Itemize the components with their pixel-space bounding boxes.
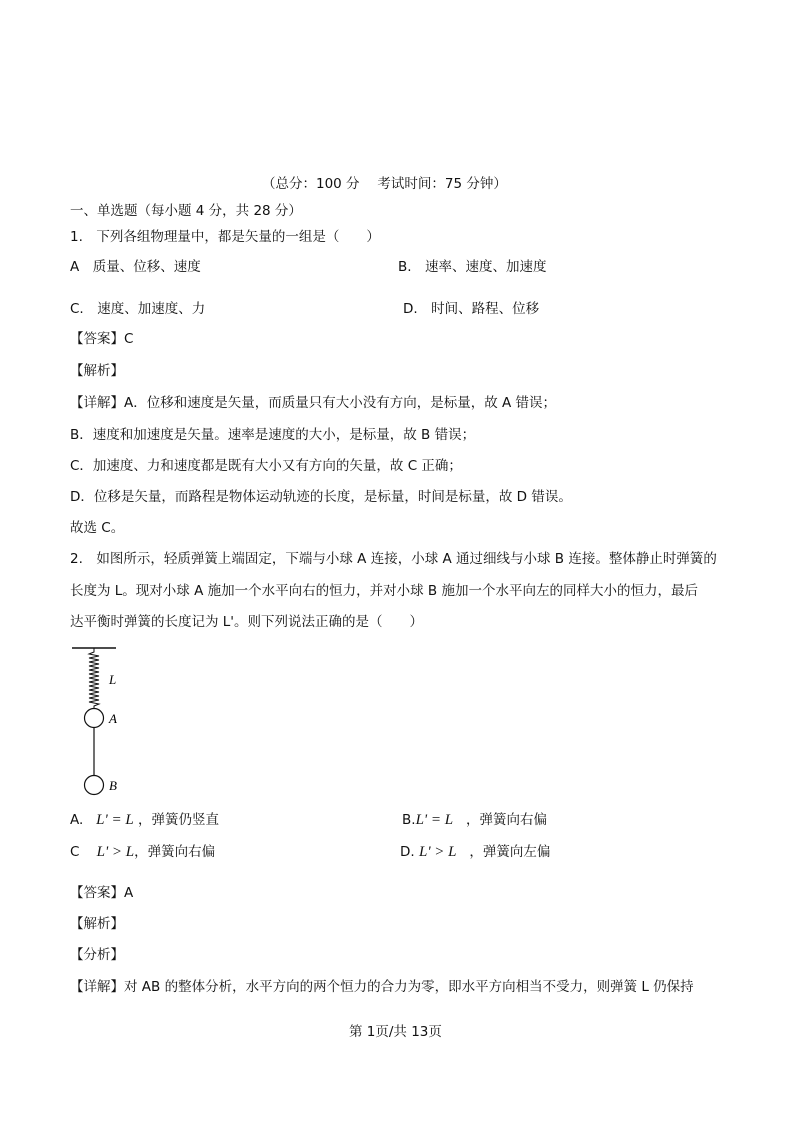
q2-answer [70,887,133,901]
q1-detail-line-2: B．速度和加速度是矢量。速率是速度的大小，是标量，故 B 错误； [70,427,476,443]
spring-diagram [70,643,130,798]
spring-ball-figure [70,643,130,798]
q2-stem-line-3: 达平衡时弹簧的长度记为 L'。则下列说法正确的是（ ） [70,614,424,630]
q1-option-c: C. 速度、加速度、力 [70,301,206,317]
page-number: 第 1页/共 13页 [349,1024,442,1040]
label-a: A [109,711,117,726]
q2-stem-line-2: 长度为 L。现对小球 A 施加一个水平向右的恒力，并对小球 B 施加一个水平向左的同样大小的恒力，最后 [70,583,698,599]
spring-coil [89,648,99,709]
option-text: ，弹簧仍竖直 [137,812,219,828]
option-math: L' = L [415,812,454,828]
answer-tag: 【答案】 [70,885,124,901]
q2-option-c [70,845,215,860]
q1-option-b: B. 速率、速度、加速度 [398,259,547,275]
answer-value: C [124,331,134,347]
q2-option-b [402,813,547,828]
section-title: 一、单选题（每小题 4 分，共 28 分） [70,203,302,219]
label-l: L [109,672,117,687]
q2-detail-line [70,981,694,995]
score-time-line: （总分：100 分 考试时间：75 分钟） [262,176,507,192]
option-prefix: A. [70,812,84,828]
q1-option-a: A 质量、位移、速度 [70,259,201,275]
detail-tag: 【详解】 [70,395,124,411]
q2-fenxi-tag: 【分析】 [70,947,124,963]
q1-detail-line-1 [70,397,556,411]
answer-tag: 【答案】 [70,331,124,347]
ball-a [85,709,104,728]
q2-analysis-tag: 【解析】 [70,916,124,932]
q2-option-d [400,845,550,860]
detail-text: 对 AB 的整体分析，水平方向的两个恒力的合力为零，即水平方向相当不受力，则弹簧 L 仍保持 [124,979,694,995]
label-b: B [109,778,117,793]
q2-stem-line-1: 2. 如图所示，轻质弹簧上端固定，下端与小球 A 连接，小球 A 通过细线与小球 B 连接。整体静止时弹簧的 [70,551,717,567]
ball-b [85,776,104,795]
q1-option-d: D. 时间、路程、位移 [403,301,540,317]
option-prefix: C [70,844,80,860]
option-math: L' > L [96,844,135,860]
option-math: L' > L [418,844,457,860]
option-text: ，弹簧向右偏 [465,812,547,828]
option-math: L' = L [96,812,134,828]
q1-answer [70,333,133,347]
q2-option-a [70,813,219,828]
answer-value: A [124,885,134,901]
q1-stem: 1. 下列各组物理量中，都是矢量的一组是（ ） [70,229,380,245]
option-prefix: B. [402,812,416,828]
detail-text: A．位移和速度是矢量，而质量只有大小没有方向，是标量，故 A 错误； [124,395,557,411]
detail-tag: 【详解】 [70,979,124,995]
q1-detail-line-3: C．加速度、力和速度都是既有大小又有方向的矢量，故 C 正确； [70,458,462,474]
option-text: ，弹簧向右偏 [134,844,216,860]
option-text: ，弹簧向左偏 [469,844,551,860]
q1-conclusion: 故选 C。 [70,520,125,536]
q1-analysis-tag: 【解析】 [70,363,124,379]
q1-detail-line-4: D．位移是矢量，而路程是物体运动轨迹的长度，是标量，时间是标量，故 D 错误。 [70,489,572,505]
option-prefix: D. [400,844,415,860]
